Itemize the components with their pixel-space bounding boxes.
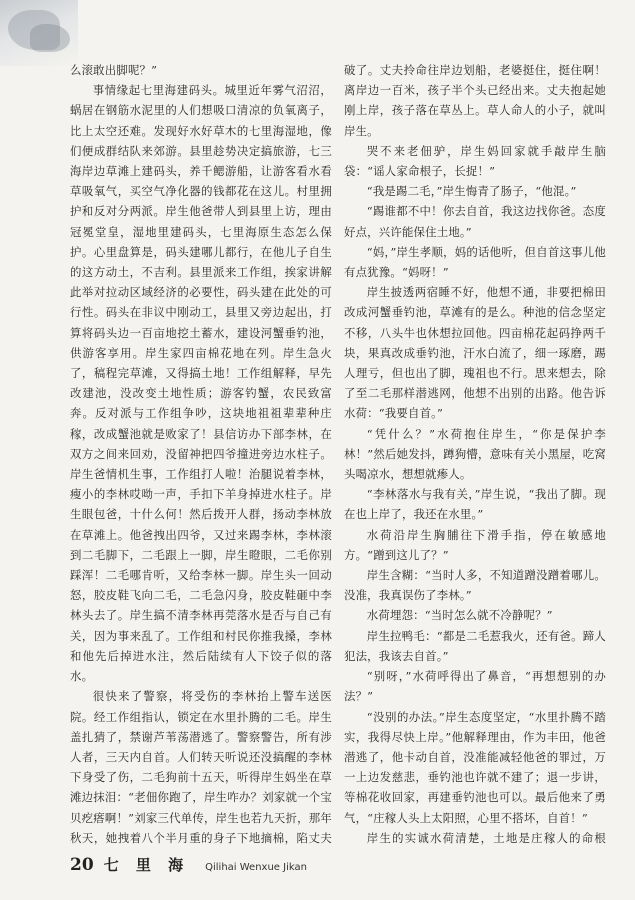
paragraph: 岸生含糊：“当时人多，不知道蹭没蹭着哪儿。没准，我真误伤了李林。” <box>344 568 606 603</box>
paragraph: 岸生拉鸭毛：“都是二毛惹我火，还有爸。蹄人犯法，我该去自首。” <box>344 628 606 663</box>
page-number: 20 <box>70 855 94 875</box>
paragraph: 破了。丈夫拎命往岸边划船，老婆挺住，挺住啊！离岸边一百米，孩子半个头已经出来。丈夫抱起她刚上岸，孩子落在草丛上。草人命人的小子，就叫岸生。 <box>344 63 606 138</box>
paragraph: 岸生披透两宿睡不好，他想不通，非要把棉田改成河蟹垂钓池，草滩有的是么。种池的信念坚定不移，八头牛也休想拉回他。四亩棉花起码挣两千块，果真改成垂钓池，汗水白流了，细一琢磨，踢人理亏，但也出了脚，瑰祖也不行。思来想去，除了至二毛那样潜逃网，他想不出别的出路。他告诉水荷：“我要自首。” <box>344 285 606 421</box>
paragraph: “我是踢二毛，”岸生悔青了肠子，“他混。” <box>366 184 577 199</box>
paragraph: 么滚敢出脚呢？” <box>70 63 158 77</box>
magazine-name: 七 里 海 <box>103 856 190 874</box>
paragraph: “凭什么？”水荷抱住岸生，“你是保护李林！”然后她发抖，蹲狗懵，意味有关小黑屋，吃窝头喝凉水，想想就瘆人。 <box>344 426 606 482</box>
paragraph: “没别的办法。”岸生态度坚定，“水里扑腾不踏实，我得尽快上岸。”他解释理由，作为丰田，他爸潜逃了，他卡动自首，没准能减轻他爸的罪过，万一上边发慈悲，垂钓池也许就不建了；退一步讲，等棉花收回家，再建垂钓池也可以。最后他来了勇气，“庄稼人头上太阳照，心里不搭坏，自首！” <box>344 709 606 825</box>
paragraph: “别呀，”水荷呼得出了鼻音，“再想想别的办法？” <box>344 669 606 704</box>
paragraph: 哭不来老佃驴，岸生妈回家就手敲岸生脑袋：“谣人家命根子，长捉！” <box>344 143 606 179</box>
paragraph: 水荷沿岸生胸脯往下滑手指，停在敏感地方。“蹭到这儿了？” <box>344 527 606 562</box>
paragraph: “李林落水与我有关，”岸生说，“我出了脚。现在也上岸了，我还在水里。” <box>344 487 606 522</box>
corner-decoration <box>0 0 78 66</box>
right-text-column <box>344 60 606 850</box>
paragraph: 水荷埋怨：“当时怎么就不冷静呢？” <box>366 608 553 623</box>
page-footer <box>70 854 307 878</box>
paragraph: 很快来了警察，将受伤的李林抬上警车送医院。经工作组指认，锁定在水里扑腾的二毛。岸生盖扎猜了，禁谢芦苇荡潜逃了。警察警告，所有涉人者，三天内自首。人们转天听说还没搞醒的李林下身受了伤，二毛狗前十五天，听得岸生妈坐在草滩边抹泪：“老佃你跑了，岸生咋办？刘家就一个宝贝疙瘩啊！”刘家三代单传，岸生也若九天折，那年秋天，她拽着八个半月重的身子下地摘棉，陷丈夫 <box>70 689 332 845</box>
paragraph: “妈，”岸生孝顺，妈的话他听，但自首这事儿他有点犹豫。“妈呀！” <box>344 244 606 280</box>
magazine-pinyin: Qilihai Wenxue Jikan <box>205 862 307 873</box>
paragraph: 事情缘起七里海建码头。城里近年雾气沼沼，蜗居在钢筋水泥里的人们想吸口清凉的负氧离子，比上太空还难。发现好水好草木的七里海湿地，像们便成群结队来郊游。县里趁势决定搞旅游，七三海岸边草滩上建码头，养千鳃游船，让游客看水看草吸氧气，买空气净化器的钱都花在这儿。村里拥护和反对分两派。岸生他爸带人到县里上访，理由冠冕堂皇，湿地里建码头，七里海原生态怎么保护。心里盘算是，码头建哪儿都行，在他儿子自生的这方动土，不吉利。县里派来工作组，挨家讲解此举对拉动区域经济的必要性，码头建在此处的可行性。码头在非议中刚动工，县里又旁边起出，打算将码头边一百亩地挖土蓄水，建设河蟹垂钓池，供游客享用。岸生家四亩棉花地在列。岸生急火了，稿程完草滩，又得搞土地！工作组解释，早先改建池，没改变土地性质；游客钓蟹，农民致富奔。反对派与工作组争吵，这块地祖祖辈辈种庄稼，改成蟹池就是败家了！县信访办下部李林，在双方之间来回劝，没留神把四爷撞进旁边水柱子。岸生爸情机生事，工作组打人啦！治腿说着李林，瘦小的李林哎呦一声，手扣下羊身掉进水柱子。岸生眼包爸，十什么何！然后拨开人群，扬动李林放在草滩上。他爸拽出四爷，又过来踢李林，李林滚到二毛脚下，二毛跟上一脚，岸生瞪眼，二毛你别踩浑！二毛哪肯听，又给李林一脚。岸生头一回动怒，胶皮鞋飞向二毛，二毛急闪身，胶皮鞋砸中李林头去了。岸生搞不清李林再莞落水是否与自己有关，因为事来乱了。工作组和村民你推我搡，李林和他先后掉进水注，然后陆续有人下饺子似的落水。 <box>70 83 332 684</box>
left-text-column <box>70 60 332 850</box>
paragraph: 岸生的实诚水荷清楚，土地是庄稼人的命根 <box>366 830 606 845</box>
paragraph: “踢谁都不中！你去自首，我这边找你爸。态度好点，兴许能保住土地。” <box>344 204 606 239</box>
decorative-wave <box>30 24 70 52</box>
